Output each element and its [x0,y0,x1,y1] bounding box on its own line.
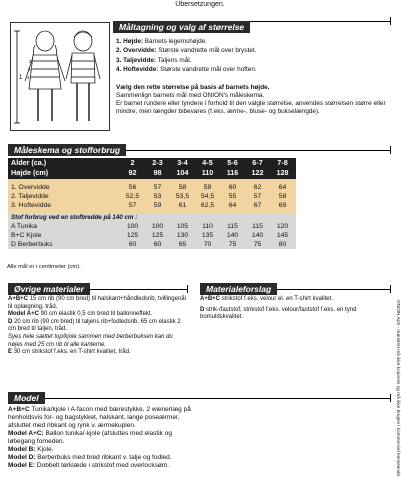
measurement-illustration [10,22,110,131]
measure-item: 1. Højde: Barnets legemshøjde. [116,38,207,45]
table-row: A Tunika 100 100 105 110 115 115 120 [8,222,296,231]
table-row: 1. Overvidde 56 57 58 59 60 62 64 [8,183,296,192]
other-section-title: Øvrige materialer [8,283,90,295]
other-rule-cap [187,285,188,293]
table-row: 2. Taljevidde 52,5 53 53,5 54,5 55 57 58 [8,192,296,201]
svg-text:3: 3 [28,67,31,72]
fabric-suggestion-text: A+B+C strikstof f.eks. velour el. en T-shirt kvalitet. D strik-/faststof, strikstof f.eks. velour/faststof f.eks. en tynd bomuldskvalitet. [200,296,357,321]
model-rule [8,398,391,399]
other-materials-text: A+B+C 15 cm rib (90 cm bred) til halskant+håndledsrib, tvillingenål til oplægning, tråd. Model A+C 90 cm elastik 0,5 cm bred til ballonneffekt. D 20 cm rib (90 cm bred) til taljens rib+fodledsrib, 65 cm elastik 2 cm bred til taljen, tråd. Syes hele sættet top/kjole sammen med berberbuksen kan du nøjes med 25 cm rib til alle kanterne. E 30 cm strikstof f.eks. en T-shirt kvalitet, tråd. [8,296,186,356]
svg-text:2: 2 [29,59,32,64]
table-section-title: Måleskema og stofforbrug [8,144,126,156]
table-row: B+C Kjole 125 125 130 135 140 140 145 [8,231,296,240]
model-rule-cap [390,394,391,402]
svg-text:4: 4 [27,75,30,80]
model-section-title: Model [8,392,45,404]
fabric-section-title: Materialeforslag [200,283,277,295]
model-text: A+B+C Tunika/kjole i A-facon med bærestykke, 2 wienerlæg på henholdsvis for- og bagstykket, halskant, lange poseærmer, afsluttet med ribkant og rynk v. ærmekuplen. Model A+C: Ballon tunika/-kjole (afsluttes med elastik og løbegang forneden. Model B: Kjole. Model D: Berberbuks med bred ribkant v. talje og fodled. Model E: Dobbelt tørklæde i strikstof med overlocksøm. [8,406,191,469]
fabric-rule-cap [390,285,391,293]
measure-rule-cap [390,17,391,25]
fabric-header: Stof forbrug ved en stofbredde på 140 cm : [8,214,296,222]
measure-item: 4. Hoftevidde: Største vandrette mål over hoften. [116,66,257,74]
height-row: Højde (cm) 92 98 104 110 116 122 128 [8,168,296,179]
size-table [8,158,296,249]
copyright-text: ONION ApS - mønstret må ikke kopieres og må ikke bruges i kommerciel henseende. [396,300,401,478]
measure-advice [116,84,386,116]
measure-item: 2. Overvidde: Største vandrette mål over brystet. [116,47,257,55]
measure-item: 3. Taljevidde: Taljens mål. [116,56,192,64]
table-row: 3. Hoftevidde 57 59 61 62,5 64 67 69 [8,201,296,210]
svg-text:1: 1 [19,75,23,81]
copyright-sidebar [395,300,401,500]
table-row: D Berberbuks 60 60 65 70 75 75 80 [8,240,296,249]
advice-para: Er barnet rundere eller tyndere i forhold til den valgte størrelse, anvendes størrelsen større eller mindre, men længder bibevares (f.eks. ærme-, bluse- og bukselængde). [116,100,386,116]
table-rule-cap [390,146,391,154]
measure-section-title: Måltagning og valg af størrelse [113,21,250,33]
measure-list [116,37,386,75]
top-note: Übersetzungen. [175,1,225,8]
advice-bold: Vælg den rette størrelse på basis af barnets højde. [116,84,270,91]
units-note: Alle mål er i centimeter (cm). [7,264,81,270]
advice-line: Sammenlign barnets mål med ONION's måleskema. [116,92,265,100]
age-row: Alder (ca.) 2 2-3 3-4 4-5 5-6 6-7 7-8 [8,158,296,168]
